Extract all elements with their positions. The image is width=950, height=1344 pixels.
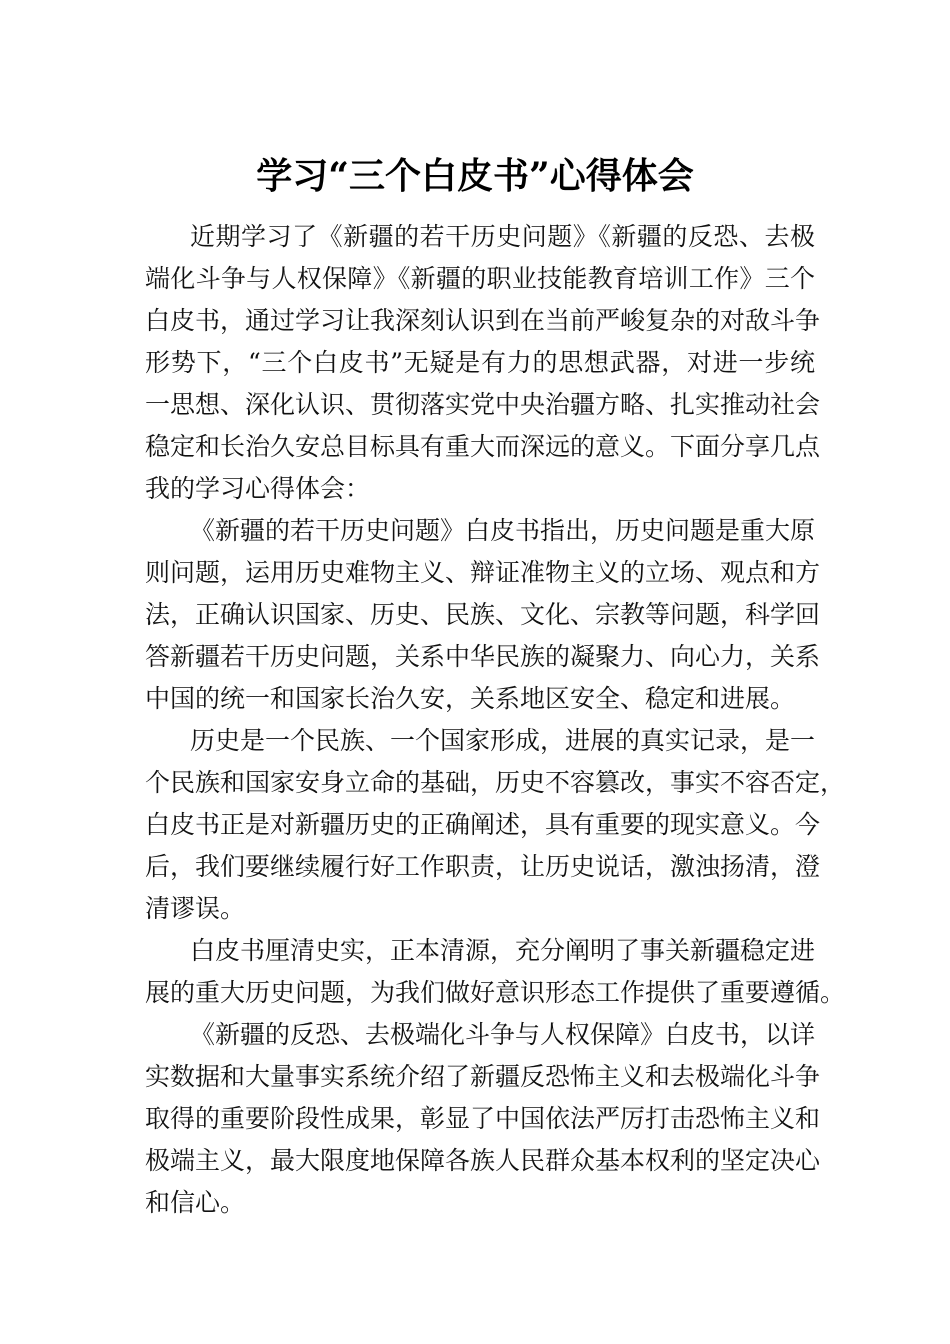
text-line: 白皮书正是对新疆历史的正确阐述，具有重要的现实意义。今: [145, 810, 821, 839]
text-line: 历史是一个民族、一个国家形成，进展的真实记录，是一: [190, 726, 816, 755]
text-line: 白皮书厘清史实，正本清源，充分阐明了事关新疆稳定进: [190, 936, 816, 965]
text-line: 后，我们要继续履行好工作职责，让历史说话，激浊扬清，澄: [145, 852, 821, 881]
text-line: 《新疆的反恐、去极端化斗争与人权保障》白皮书，以详: [190, 1020, 816, 1049]
text-line: 和信心。: [145, 1188, 246, 1217]
text-line: 一思想、深化认识、贯彻落实党中央治疆方略、扎实推动社会: [145, 390, 821, 419]
text-line: 形势下，“三个白皮书”无疑是有力的思想武器，对进一步统: [145, 348, 815, 377]
document-title: 学习“三个白皮书”心得体会: [256, 155, 694, 197]
text-line: 法，正确认识国家、历史、民族、文化、宗教等问题，科学回: [145, 600, 821, 629]
text-line: 近期学习了《新疆的若干历史问题》《新疆的反恐、去极: [190, 222, 815, 251]
text-line: 清谬误。: [145, 894, 246, 923]
text-line: 展的重大历史问题，为我们做好意识形态工作提供了重要遵循。: [145, 978, 846, 1007]
text-line: 我的学习心得体会：: [145, 474, 371, 503]
text-line: 中国的统一和国家长治久安，关系地区安全、稳定和进展。: [145, 684, 796, 713]
text-line: 极端主义，最大限度地保障各族人民群众基本权利的坚定决心: [145, 1146, 821, 1175]
text-line: 白皮书，通过学习让我深刻认识到在当前严峻复杂的对敌斗争: [145, 306, 821, 335]
text-line: 个民族和国家安身立命的基础，历史不容篡改，事实不容否定，: [145, 768, 846, 797]
text-line: 则问题，运用历史难物主义、辩证准物主义的立场、观点和方: [145, 558, 821, 587]
text-line: 端化斗争与人权保障》《新疆的职业技能教育培训工作》三个: [145, 264, 815, 293]
text-line: 取得的重要阶段性成果，彰显了中国依法严厉打击恐怖主义和: [145, 1104, 821, 1133]
text-line: 实数据和大量事实系统介绍了新疆反恐怖主义和去极端化斗争: [145, 1062, 821, 1091]
text-line: 稳定和长治久安总目标具有重大而深远的意义。下面分享几点: [145, 432, 821, 461]
text-line: 答新疆若干历史问题，关系中华民族的凝聚力、向心力，关系: [145, 642, 821, 671]
text-line: 《新疆的若干历史问题》白皮书指出，历史问题是重大原: [190, 516, 816, 545]
